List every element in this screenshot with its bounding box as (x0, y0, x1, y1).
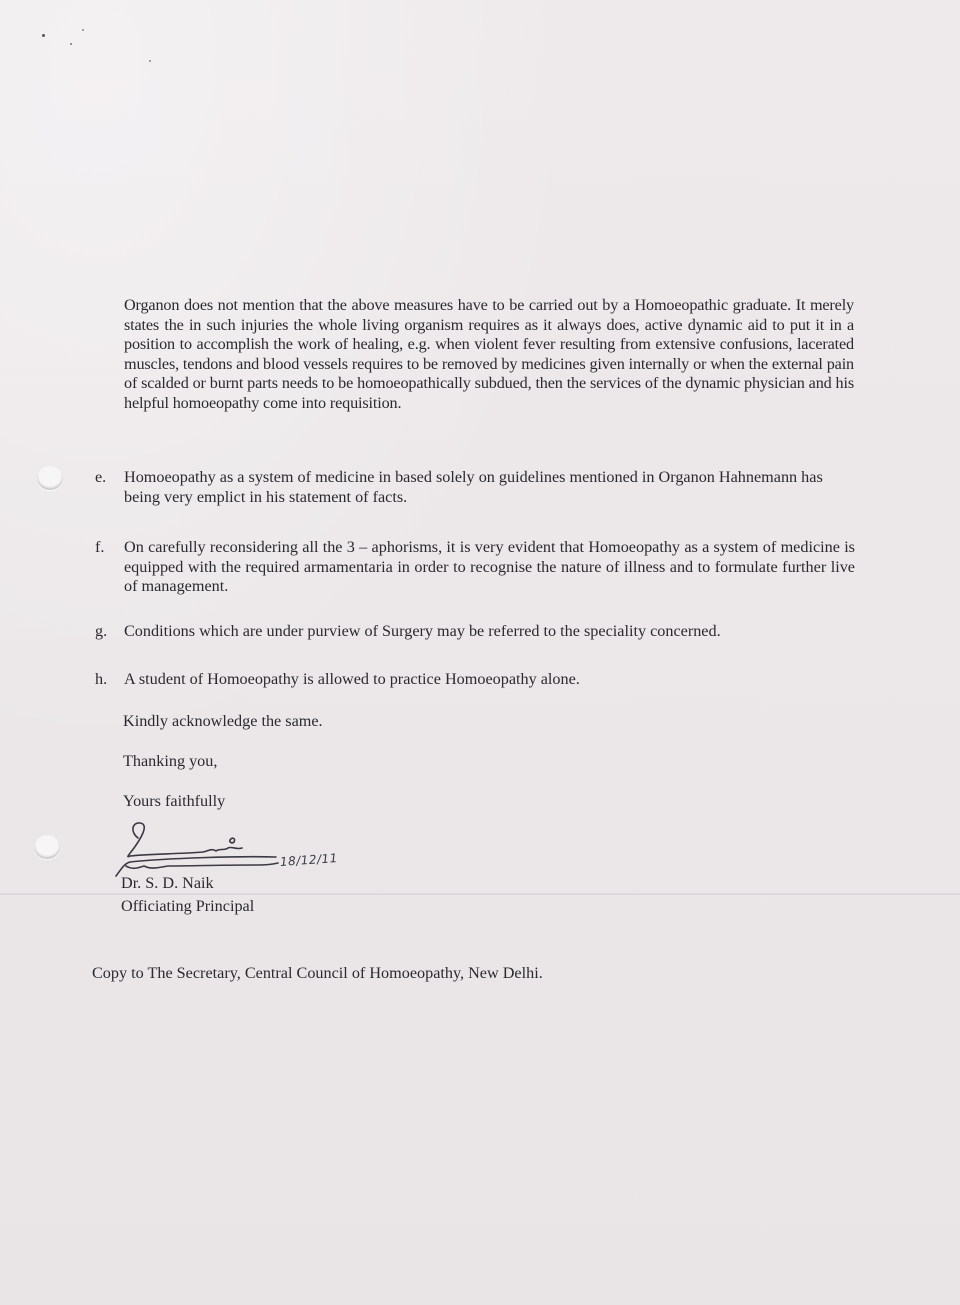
paper-speck (70, 43, 72, 45)
list-item-g (95, 622, 855, 642)
handwritten-signature (108, 818, 338, 880)
list-item-h (95, 670, 855, 690)
list-item-text: A student of Homoeopathy is allowed to practice Homoeopathy alone. (124, 670, 580, 688)
list-item-text: On carefully reconsidering all the 3 – aphorisms, it is very evident that Homoeopathy as a system of medicine is equipped with the required armamentaria in order to recognise the nature of illness and to formulate further live of management. (124, 538, 855, 595)
list-item-f (95, 538, 855, 597)
thanks-line: Thanking you, (123, 752, 218, 770)
signatory-name: Dr. S. D. Naik (121, 874, 214, 892)
list-marker: e. (95, 468, 107, 486)
list-item-text: Homoeopathy as a system of medicine in based solely on guidelines mentioned in Organon Hahnemann has being very emplict in his statement of facts. (124, 468, 823, 506)
signatory-title: Officiating Principal (121, 897, 255, 915)
list-marker: g. (95, 622, 108, 640)
punch-hole-bottom (34, 835, 60, 859)
signature-stroke (230, 838, 235, 843)
punch-hole-top (37, 466, 63, 490)
paper-speck (42, 34, 45, 37)
acknowledge-line: Kindly acknowledge the same. (123, 712, 323, 730)
intro-paragraph: Organon does not mention that the above measures have to be carried out by a Homoeopathic graduate. It merely states the in such injuries the whole living organism requires as it always does, active dynamic aid to put it in a position to accomplish the work of healing, e.g. when violent fever resulting from extensive confusions, lacerated muscles, tendons and blood vessels requires to be removed by medicines given internally or when the external pain of scalded or burnt parts needs to be homoeopathically subdued, then the services of the dynamic physician and his helpful homoeopathy come into requisition. (124, 296, 854, 412)
list-item-text: Conditions which are under purview of Surgery may be referred to the speciality concerned. (124, 622, 721, 640)
list-item-e (95, 468, 855, 507)
paper-speck (82, 29, 84, 31)
list-marker: f. (95, 538, 105, 556)
list-marker: h. (95, 670, 108, 688)
copy-to-line: Copy to The Secretary, Central Council of Homoeopathy, New Delhi. (92, 964, 543, 982)
signature-stroke (126, 863, 278, 868)
paper-speck (149, 60, 151, 62)
signature-handwritten-date: 18/12/11 (279, 850, 339, 869)
sign-off: Yours faithfully (123, 792, 226, 810)
signature-stroke (128, 823, 242, 857)
